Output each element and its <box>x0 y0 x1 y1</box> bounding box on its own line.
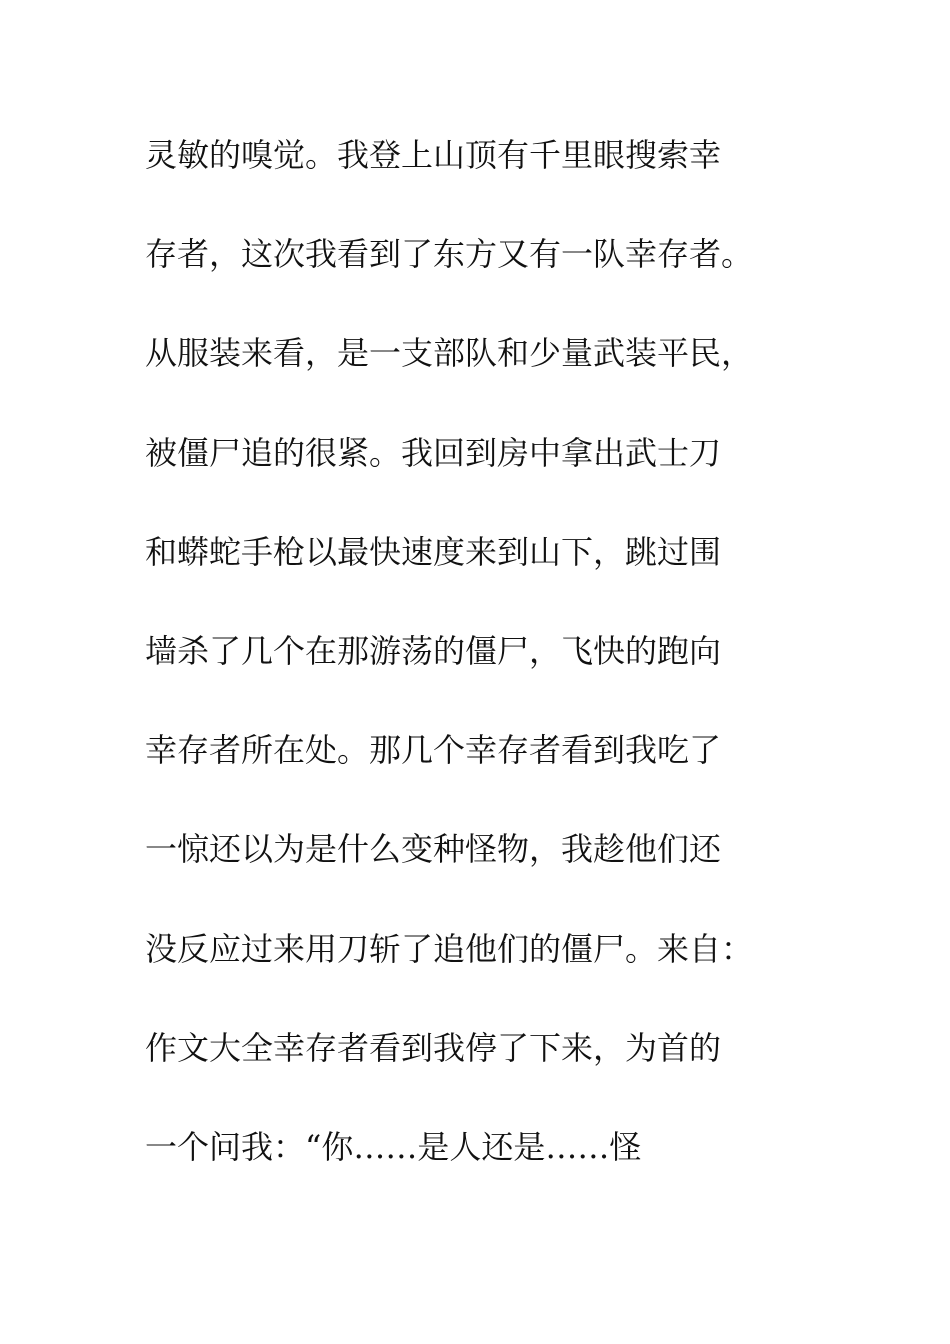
text-line-9: 没反应过来用刀斩了追他们的僵尸。来自： <box>145 929 754 968</box>
text-line-1: 灵敏的嗅觉。我登上山顶有千里眼搜索幸 <box>145 136 722 174</box>
text-line-6: 墙杀了几个在那游荡的僵尸，飞快的跑向 <box>145 631 722 670</box>
body-text <box>145 128 825 1219</box>
text-line-8: 一惊还以为是什么变种怪物，我趁他们还 <box>145 830 722 869</box>
text-line-7: 幸存者所在处。那几个幸存者看到我吃了 <box>145 731 722 770</box>
text-line-4: 被僵尸追的很紧。我回到房中拿出武士刀 <box>145 433 722 472</box>
text-line-2: 存者，这次我看到了东方又有一队幸存者。 <box>145 235 754 274</box>
text-line-10: 作文大全幸存者看到我停了下来，为首的 <box>145 1028 722 1067</box>
text-line-3: 从服装来看，是一支部队和少量武装平民， <box>145 334 754 373</box>
text-line-11: 一个问我：“你……是人还是……怪 <box>145 1127 642 1166</box>
text-line-5: 和蟒蛇手枪以最快速度来到山下，跳过围 <box>145 532 722 571</box>
